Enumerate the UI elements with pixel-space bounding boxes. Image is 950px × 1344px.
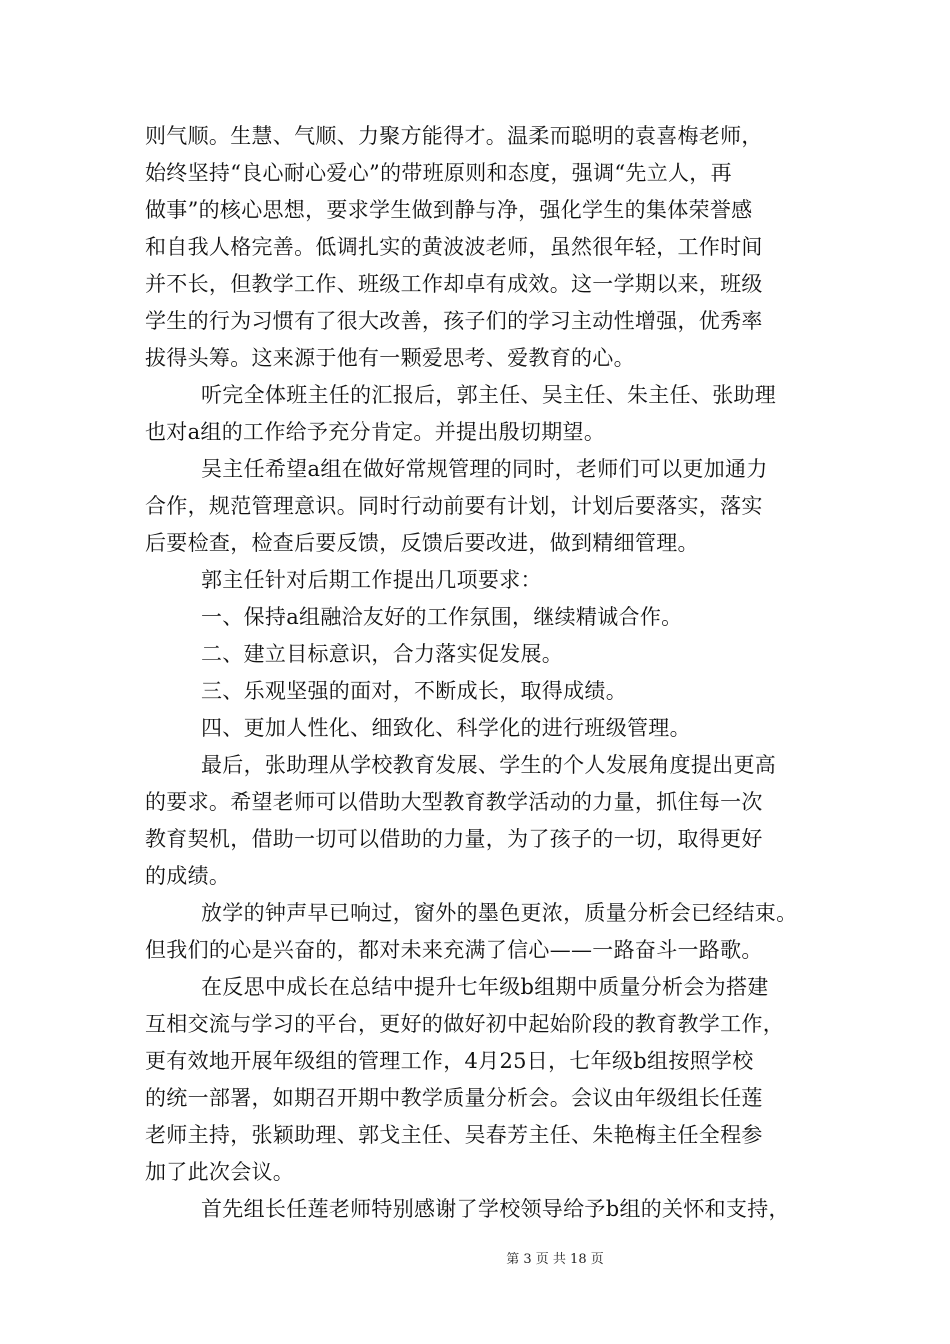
text-line: 更有效地开展年级组的管理工作，4月25日，七年级b组按照学校 <box>145 1049 754 1073</box>
document-body <box>145 118 825 1228</box>
text-line: 首先组长任莲老师特别感谢了学校领导给予b组的关怀和支持， <box>201 1197 790 1221</box>
text-line: 四、更加人性化、细致化、科学化的进行班级管理。 <box>201 716 691 740</box>
text-line: 始终坚持“良心耐心爱心”的带班原则和态度，强调“先立人，再 <box>145 161 732 185</box>
text-line: 加了此次会议。 <box>145 1160 295 1184</box>
text-line: 在反思中成长在总结中提升七年级b组期中质量分析会为搭建 <box>201 975 769 999</box>
text-line: 互相交流与学习的平台，更好的做好初中起始阶段的教育教学工作， <box>145 1012 784 1036</box>
text-line: 二、建立目标意识，合力落实促发展。 <box>201 642 564 666</box>
text-line: 做事”的核心思想，要求学生做到静与净，强化学生的集体荣誉感 <box>145 198 753 222</box>
text-line: 则气顺。生慧、气顺、力聚方能得才。温柔而聪明的袁喜梅老师， <box>145 124 763 148</box>
page-footer <box>0 1248 950 1267</box>
text-line: 郭主任针对后期工作提出几项要求： <box>201 568 542 592</box>
text-line: 一、保持a组融洽友好的工作氛围，继续精诚合作。 <box>201 605 683 629</box>
text-line: 的统一部署，如期召开期中教学质量分析会。会议由年级组长任莲 <box>145 1086 763 1110</box>
text-line: 老师主持，张颖助理、郭戈主任、吴春芳主任、朱艳梅主任全程参 <box>145 1123 763 1147</box>
text-line: 放学的钟声早已响过，窗外的墨色更浓，质量分析会已经结束。 <box>201 901 798 925</box>
text-line: 学生的行为习惯有了很大改善，孩子们的学习主动性增强，优秀率 <box>145 309 763 333</box>
text-line: 教育契机，借助一切可以借助的力量，为了孩子的一切，取得更好 <box>145 827 763 851</box>
text-line: 后要检查，检查后要反馈，反馈后要改进，做到精细管理。 <box>145 531 699 555</box>
text-line: 并不长，但教学工作、班级工作却卓有成效。这一学期以来，班级 <box>145 272 763 296</box>
text-line: 也对a组的工作给予充分肯定。并提出殷切期望。 <box>145 420 606 444</box>
text-line: 最后，张助理从学校教育发展、学生的个人发展角度提出更高 <box>201 753 777 777</box>
text-line: 的要求。希望老师可以借助大型教育教学活动的力量，抓住每一次 <box>145 790 763 814</box>
text-line: 听完全体班主任的汇报后，郭主任、吴主任、朱主任、张助理 <box>201 383 777 407</box>
text-line: 的成绩。 <box>145 864 231 888</box>
text-line: 但我们的心是兴奋的，都对未来充满了信心——一路奋斗一路歌。 <box>145 938 763 962</box>
text-line: 吴主任希望a组在做好常规管理的同时，老师们可以更加通力 <box>201 457 768 481</box>
page-number: 第 3 页 共 18 页 <box>506 1252 604 1267</box>
text-line: 三、乐观坚强的面对，不断成长，取得成绩。 <box>201 679 627 703</box>
text-line: 合作，规范管理意识。同时行动前要有计划，计划后要落实，落实 <box>145 494 763 518</box>
text-line: 拔得头筹。这来源于他有一颗爱思考、爱教育的心。 <box>145 346 635 370</box>
text-line: 和自我人格完善。低调扎实的黄波波老师，虽然很年轻，工作时间 <box>145 235 763 259</box>
